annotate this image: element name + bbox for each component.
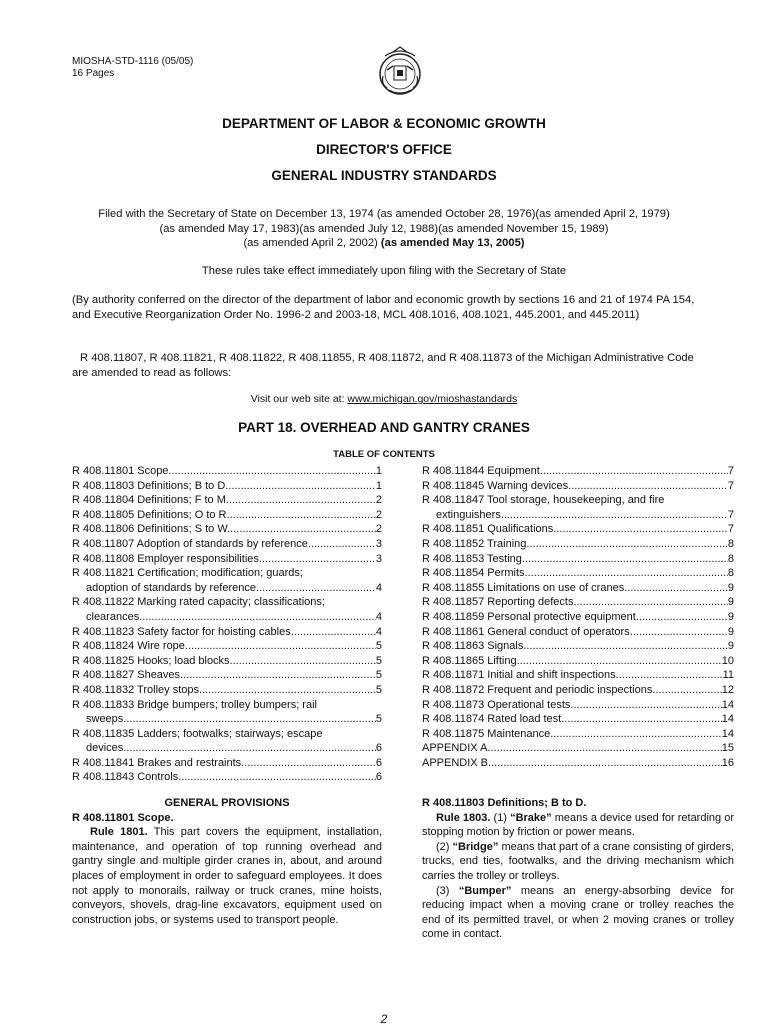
toc-entry-label: R 408.11841 Brakes and restraints. <box>72 756 245 769</box>
toc-page-number: 8 <box>727 567 734 580</box>
toc-page-number: 7 <box>727 508 734 521</box>
effective-statement: These rules take effect immediately upon filing with the Secretary of State <box>201 265 567 277</box>
toc-leader-dots <box>126 712 376 727</box>
toc-leader-dots <box>543 464 728 479</box>
toc-leader-dots <box>520 654 722 669</box>
toc-entry[interactable] <box>72 581 382 596</box>
toc-entry-title: R 408.11835 Ladders; footwalks; stairways; escape <box>72 727 323 740</box>
toc-entry[interactable] <box>72 683 382 698</box>
toc-entry-label: sweeps. <box>86 713 127 726</box>
toc-page-number: 6 <box>375 756 382 769</box>
toc-leader-dots <box>256 581 376 596</box>
toc-entry-label: R 408.11865 Lifting. <box>422 654 520 667</box>
toc-page-number: 2 <box>375 508 382 521</box>
toc-entry-label: APPENDIX A <box>422 742 488 755</box>
filing-history <box>0 207 768 251</box>
toc-leader-dots <box>504 508 728 523</box>
toc-leader-dots <box>639 610 728 625</box>
toc-page-number: 5 <box>375 713 382 726</box>
toc-page-number: 9 <box>727 625 734 638</box>
toc-leader-dots <box>228 479 376 494</box>
toc-leader-dots <box>230 522 376 537</box>
toc-entry-label: R 408.11824 Wire rope. <box>72 640 188 653</box>
toc-entry[interactable] <box>422 508 734 523</box>
toc-page-number: 6 <box>375 742 382 755</box>
toc-entry[interactable] <box>72 770 382 785</box>
toc-page-number: 5 <box>375 669 382 682</box>
toc-entry-label: APPENDIX B <box>422 756 489 769</box>
toc-entry-label: R 408.11854 Permits. <box>422 567 528 580</box>
toc-entry-label: R 408.11825 Hooks; load blocks. <box>72 654 233 667</box>
rule-heading: R 408.11803 Definitions; B to D. <box>422 797 587 809</box>
filing-line: (as amended April 2, 2002) (as amended May 13, 2005) <box>243 237 525 249</box>
toc-left-column <box>72 464 382 785</box>
toc-entry-label: R 408.11861 General conduct of operators. <box>422 625 633 638</box>
toc-leader-dots <box>488 756 722 771</box>
toc-leader-dots <box>262 552 376 567</box>
toc-page-number: 4 <box>375 625 382 638</box>
toc-entry-label: R 408.11855 Limitations on use of cranes. <box>422 581 628 594</box>
toc-entry-label: R 408.11807 Adoption of standards by reference. <box>72 537 311 550</box>
toc-leader-dots <box>487 741 721 756</box>
toc-page-number: 9 <box>727 640 734 653</box>
toc-leader-dots <box>619 668 723 683</box>
toc-entry[interactable] <box>422 566 734 581</box>
toc-entry-label: R 408.11872 Frequent and periodic inspections. <box>422 683 656 696</box>
toc-entry-label: devices. <box>86 742 127 755</box>
toc-page-number: 9 <box>727 610 734 623</box>
toc-page-number: 2 <box>375 523 382 536</box>
toc-entry-label: R 408.11863 Signals. <box>422 640 527 653</box>
toc-page-number: 4 <box>375 610 382 623</box>
authority-paragraph: (By authority conferred on the director of the department of labor and economic growth by sections 16 and 21 of 1974 PA 154, and Executive Reorganization Order No. 1996-2 and 2003-18, MCL 408.1016, 408.1021, 445.2001, and 445.2011) <box>72 294 695 321</box>
toc-leader-dots <box>525 552 728 567</box>
toc-page-number: 14 <box>721 713 734 726</box>
toc-entry[interactable] <box>72 508 382 523</box>
toc-entry-label: R 408.11857 Reporting defects. <box>422 596 577 609</box>
toc-entry[interactable] <box>422 552 734 567</box>
toc-entry-label: R 408.11874 Rated load test. <box>422 713 565 726</box>
toc-entry[interactable] <box>422 683 734 698</box>
toc-leader-dots <box>311 537 376 552</box>
toc-entry[interactable] <box>422 698 734 713</box>
toc-entry[interactable] <box>72 479 382 494</box>
filing-line: (as amended May 17, 1983)(as amended July 12, 1988)(as amended November 15, 1989) <box>159 222 609 235</box>
general-provisions-column <box>72 796 382 927</box>
toc-page-number: 5 <box>375 683 382 696</box>
toc-entry-title: R 408.11821 Certification; modification; guards; <box>72 567 303 580</box>
toc-page-number: 15 <box>721 742 734 755</box>
toc-entry[interactable] <box>422 668 734 683</box>
toc-entry-label: R 408.11827 Sheaves. <box>72 669 184 682</box>
toc-page-number: 10 <box>721 654 734 667</box>
section-heading: GENERAL PROVISIONS <box>164 797 290 809</box>
toc-entry-label: R 408.11851 Qualifications. <box>422 523 557 536</box>
toc-entry[interactable] <box>422 537 734 552</box>
toc-right-column <box>422 464 734 770</box>
toc-leader-dots <box>573 698 721 713</box>
toc-leader-dots <box>294 625 376 640</box>
toc-entry[interactable] <box>422 479 734 494</box>
toc-entry-label: R 408.11808 Employer responsibilities. <box>72 552 262 565</box>
amended-rules-paragraph: R 408.11807, R 408.11821, R 408.11822, R 408.11855, R 408.11872, and R 408.11873 of the Michigan Administrative Code are amended to read as follows: <box>72 352 694 379</box>
rule-heading: R 408.11801 Scope. <box>72 811 174 824</box>
definition-brake: Rule 1803. (1) “Brake” means a device used for retarding or stopping motion by friction or power means. <box>422 811 735 839</box>
office-title: DIRECTOR'S OFFICE <box>316 142 452 157</box>
toc-heading: TABLE OF CONTENTS <box>333 449 435 460</box>
toc-leader-dots <box>183 668 376 683</box>
toc-page-number: 1 <box>375 465 382 477</box>
rule-paragraph: Rule 1801. This part covers the equipment, installation, maintenance, and operation of top running overhead and gantry single and multiple girder cranes in, about, and around places of employment in order to safeguard employees. It does not apply to monorails, railway or truck cranes, mine hoists, conveyors, shovels, drag-line excavators, equipment used on construction jobs, or systems used to transport people. <box>72 826 383 926</box>
toc-entry-label: clearances. <box>86 610 143 623</box>
toc-entry-label: R 408.11845 Warning devices. <box>422 479 572 492</box>
toc-entry[interactable] <box>72 668 382 683</box>
toc-entry[interactable] <box>422 610 734 625</box>
toc-entry[interactable] <box>72 741 382 756</box>
definition-bridge: (2) “Bridge” means that part of a crane consisting of girders, trucks, end ties, footwalks, and the driving mechanism which carries the trolley or trolleys. <box>422 840 734 882</box>
toc-entry[interactable] <box>422 595 734 610</box>
toc-leader-dots <box>627 581 728 596</box>
toc-entry[interactable] <box>422 581 734 596</box>
toc-entry[interactable] <box>72 537 382 552</box>
toc-entry-label: R 408.11871 Initial and shift inspections. <box>422 669 619 682</box>
toc-entry-label: R 408.11875 Maintenance. <box>422 727 554 740</box>
toc-leader-dots <box>244 756 376 771</box>
toc-entry-label: adoption of standards by reference <box>86 581 257 594</box>
toc-entry[interactable] <box>72 552 382 567</box>
toc-entry[interactable] <box>422 522 734 537</box>
toc-entry[interactable] <box>72 639 382 654</box>
website-line: Visit our web site at: www.michigan.gov/mioshastandards <box>250 393 518 405</box>
toc-leader-dots <box>526 639 728 654</box>
toc-entry[interactable] <box>72 756 382 771</box>
toc-entry-label: R 408.11823 Safety factor for hoisting cables. <box>72 625 294 638</box>
toc-page-number: 11 <box>722 669 734 682</box>
definitions-column <box>422 796 734 942</box>
filing-line: Filed with the Secretary of State on December 13, 1974 (as amended October 28, 1976)(as amended April 2, 1979) <box>98 208 670 220</box>
toc-entry[interactable] <box>72 610 382 625</box>
toc-leader-dots <box>564 712 721 727</box>
toc-leader-dots <box>556 522 728 537</box>
toc-entry[interactable] <box>72 712 382 727</box>
toc-page-number: 3 <box>375 552 382 565</box>
toc-page-number: 16 <box>721 756 734 769</box>
toc-page-number: 9 <box>727 596 734 609</box>
toc-entry[interactable] <box>72 625 382 640</box>
toc-entry-label: R 408.11843 Controls. <box>72 771 182 784</box>
toc-page-number: 7 <box>727 523 734 536</box>
toc-entry[interactable] <box>422 756 734 771</box>
toc-leader-dots <box>577 595 728 610</box>
toc-entry[interactable] <box>72 522 382 537</box>
toc-page-number: 9 <box>727 581 734 594</box>
document-header <box>72 56 193 80</box>
toc-entry-label: R 408.11801 Scope. <box>72 465 172 477</box>
toc-entry-label: R 408.11804 Definitions; F to M. <box>72 494 229 507</box>
toc-page-number: 7 <box>727 465 734 477</box>
part-title: PART 18. OVERHEAD AND GANTRY CRANES <box>238 420 530 435</box>
toc-page-number: 5 <box>375 654 382 667</box>
toc-entry-title: R 408.11833 Bridge bumpers; trolley bumpers; rail <box>72 698 317 711</box>
michigan-seal-icon <box>373 44 427 98</box>
toc-entry[interactable] <box>422 727 734 742</box>
toc-entry-label: R 408.11859 Personal protective equipment. <box>422 610 639 623</box>
toc-entry-label: R 408.11806 Definitions; S to W. <box>72 523 231 536</box>
website-link[interactable]: www.michigan.gov/mioshastandards <box>347 393 518 405</box>
toc-entry-label: R 408.11852 Training. <box>422 537 530 550</box>
toc-entry[interactable] <box>422 712 734 727</box>
toc-entry[interactable] <box>72 654 382 669</box>
toc-page-number: 14 <box>721 698 734 711</box>
toc-page-number: 7 <box>727 479 734 492</box>
toc-page-number: 5 <box>375 640 382 653</box>
toc-page-number: 12 <box>721 683 734 696</box>
toc-page-number: 8 <box>727 552 734 565</box>
standards-title: GENERAL INDUSTRY STANDARDS <box>271 168 497 183</box>
toc-leader-dots <box>188 639 376 654</box>
toc-leader-dots <box>126 741 376 756</box>
toc-page-number: 1 <box>375 479 382 492</box>
toc-leader-dots <box>142 610 376 625</box>
toc-leader-dots <box>230 508 376 523</box>
page-number: 2 <box>380 1012 388 1026</box>
toc-entry[interactable] <box>72 464 382 479</box>
toc-entry[interactable] <box>422 464 734 479</box>
toc-entry-label: R 408.11844 Equipment. <box>422 465 543 477</box>
toc-leader-dots <box>181 770 376 785</box>
toc-entry-label: R 408.11853 Testing. <box>422 552 525 565</box>
toc-entry[interactable] <box>422 639 734 654</box>
toc-leader-dots <box>553 727 721 742</box>
toc-leader-dots <box>202 683 376 698</box>
document-id: MIOSHA-STD-1116 (05/05) <box>72 56 194 67</box>
toc-leader-dots <box>529 537 727 552</box>
toc-entry[interactable] <box>422 654 734 669</box>
page-count: 16 Pages <box>72 68 115 79</box>
toc-page-number: 8 <box>727 537 734 550</box>
toc-leader-dots <box>633 625 728 640</box>
toc-entry[interactable] <box>422 625 734 640</box>
toc-entry[interactable] <box>72 493 382 508</box>
toc-leader-dots <box>655 683 721 698</box>
toc-entry-label: R 408.11805 Definitions; O to R. <box>72 508 230 521</box>
toc-page-number: 2 <box>375 494 382 507</box>
toc-leader-dots <box>233 654 376 669</box>
department-title: DEPARTMENT OF LABOR & ECONOMIC GROWTH <box>222 116 546 131</box>
toc-leader-dots <box>571 479 728 494</box>
toc-entry-label: R 408.11803 Definitions; B to D. <box>72 479 229 492</box>
toc-entry-title: R 408.11822 Marking rated capacity; classifications; <box>72 596 325 609</box>
toc-page-number: 4 <box>375 581 382 594</box>
toc-entry-title: R 408.11847 Tool storage, housekeeping, and fire <box>422 494 665 507</box>
toc-leader-dots <box>229 493 376 508</box>
toc-page-number: 6 <box>375 771 382 784</box>
toc-leader-dots <box>171 464 375 479</box>
toc-entry[interactable] <box>422 741 734 756</box>
definition-bumper: (3) “Bumper” means an energy-absorbing device for reducing impact when a moving crane or trolley reaches the end of its permitted travel, or when 2 moving cranes or trolley come in contact. <box>422 884 734 941</box>
toc-page-number: 14 <box>721 727 734 740</box>
toc-entry-label: extinguishers. <box>436 508 504 521</box>
toc-entry-label: R 408.11832 Trolley stops. <box>72 683 203 696</box>
toc-entry-label: R 408.11873 Operational tests. <box>422 698 574 711</box>
toc-leader-dots <box>528 566 728 581</box>
latest-amendment: (as amended May 13, 2005) <box>380 237 525 249</box>
toc-page-number: 3 <box>375 537 382 550</box>
